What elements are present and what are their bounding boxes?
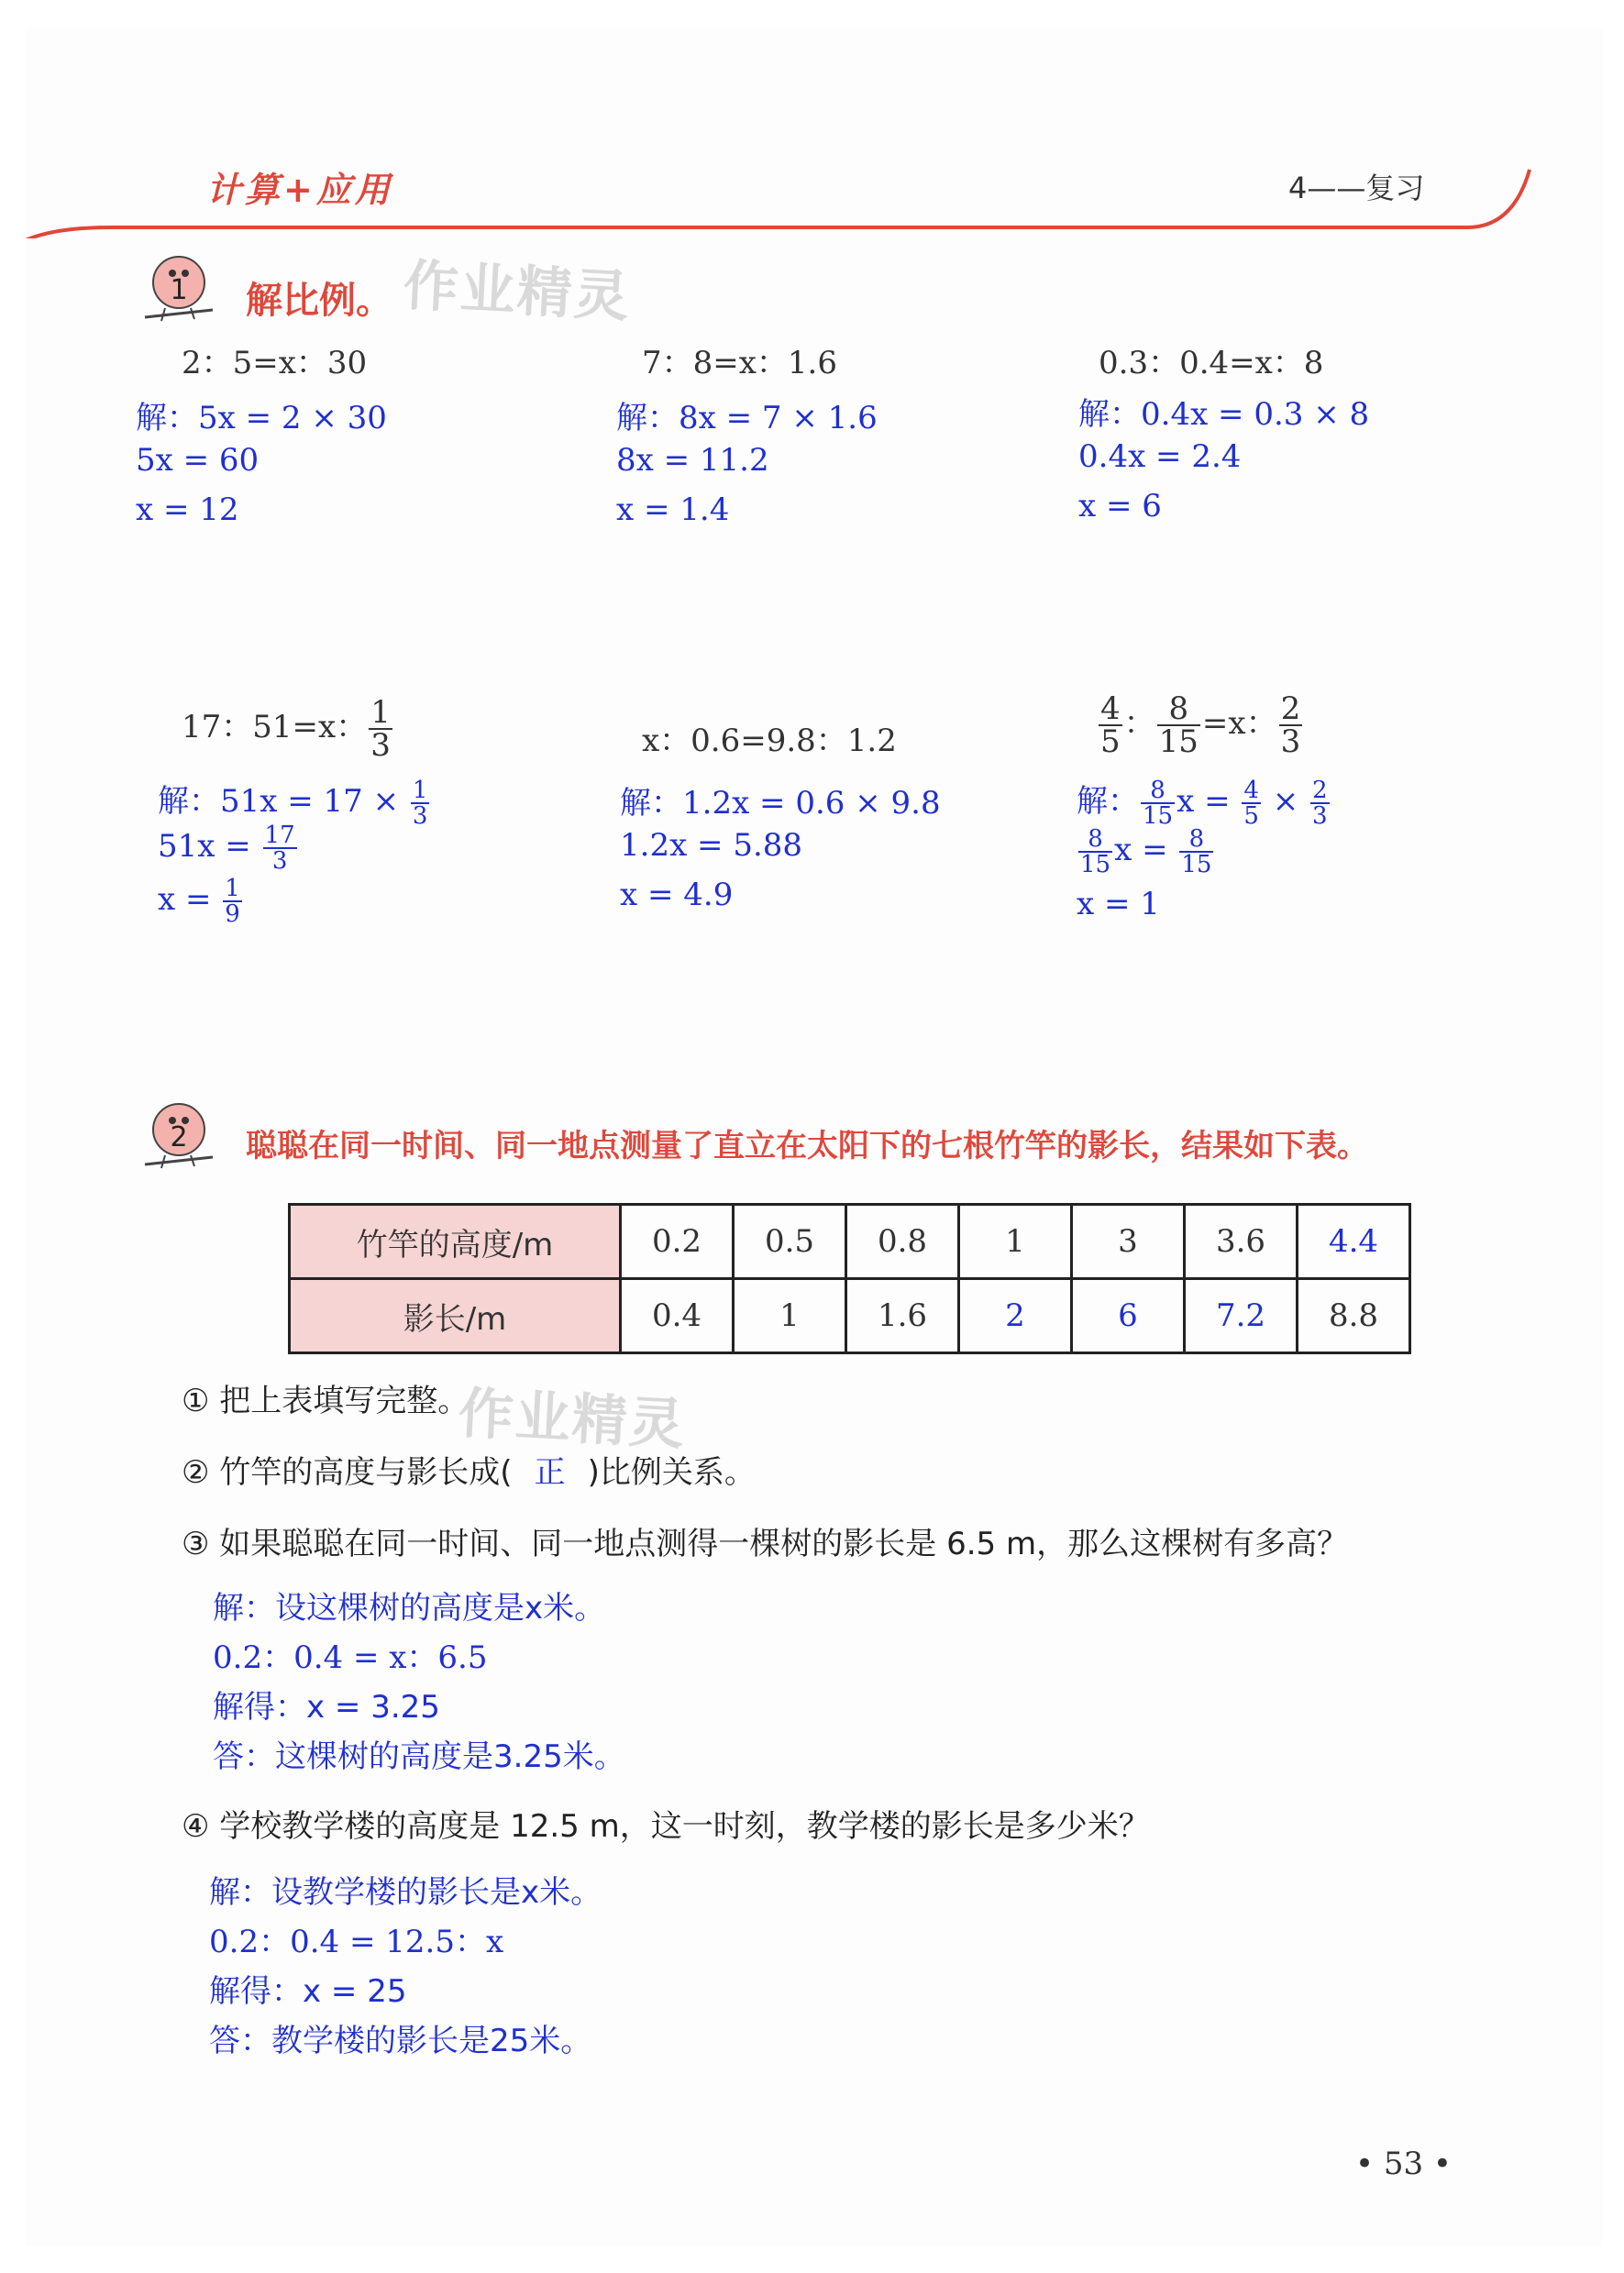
table-cell: 3.6 xyxy=(1185,1205,1298,1279)
problem-3-step-2: 0.4x = 2.4 xyxy=(1078,438,1242,475)
watermark-1: 作业精灵 xyxy=(402,253,633,330)
problem-5-step-3: x = 4.9 xyxy=(620,877,734,913)
problem-1-step-1: 解：5x = 2 × 30 xyxy=(136,400,387,436)
problem-3-question: 0.3：0.4=x：8 xyxy=(1099,345,1324,381)
table-cell: 0.2 xyxy=(621,1205,734,1279)
section1-number: 1 xyxy=(170,274,188,306)
subquestion-4-answer-3: 解得：x = 25 xyxy=(209,1973,407,2010)
shadow-table xyxy=(288,1203,1411,1354)
problem-1-step-2: 5x = 60 xyxy=(136,442,260,479)
table-cell: 0.8 xyxy=(846,1205,959,1279)
problem-6-step-3: x = 1 xyxy=(1077,886,1160,922)
problem-5-question: x：0.6=9.8：1.2 xyxy=(642,723,897,759)
problem-4-step-1: 解：51x = 17 × $\frac{1}{3}$ xyxy=(158,777,428,830)
problem-6-step-2: $\frac{8}{15}$ x = $\frac{8}{15}$ xyxy=(1080,825,1212,878)
subquestion-3: ③ 如果聪聪在同一时间、同一地点测得一棵树的影长是 6.5 m，那么这棵树有多高？ xyxy=(182,1526,1349,1562)
subquestion-4-answer-2: 0.2：0.4 = 12.5：x xyxy=(209,1924,504,1960)
table-header-height: 竹竿的高度/m xyxy=(290,1205,621,1279)
watermark-2: 作业精灵 xyxy=(457,1381,688,1458)
problem-1-question: 2：5=x：30 xyxy=(182,345,368,381)
problem-5-step-1: 解：1.2x = 0.6 × 9.8 xyxy=(620,785,941,822)
subquestion-1: ① 把上表填写完整。 xyxy=(182,1383,470,1419)
problem-4-question: 17：51=x： $\frac{1}{3}$ xyxy=(182,694,391,764)
subquestion-2-answer: 正 xyxy=(534,1454,566,1491)
subquestion-3-answer-1: 解：设这棵树的高度是x米。 xyxy=(213,1590,606,1627)
problem-2-step-2: 8x = 11.2 xyxy=(616,442,769,479)
problem-3-step-1: 解：0.4x = 0.3 × 8 xyxy=(1078,396,1370,433)
table-cell-answer: 6 xyxy=(1072,1279,1185,1353)
table-row xyxy=(290,1205,1410,1279)
table-cell: 0.4 xyxy=(621,1279,734,1353)
table-cell: 1.6 xyxy=(846,1279,959,1353)
header-section-label: 计算+应用 xyxy=(206,170,393,210)
table-cell: 1 xyxy=(734,1279,846,1353)
subquestion-3-answer-2: 0.2：0.4 = x：6.5 xyxy=(213,1639,488,1676)
problem-4-step-2: 51x = $\frac{17}{3}$ xyxy=(158,822,295,875)
problem-4-step-3: x = $\frac{1}{9}$ xyxy=(158,875,240,928)
header-chapter-label: 4——复习 xyxy=(1288,171,1425,205)
subquestion-4-answer-4: 答：教学楼的影长是25米。 xyxy=(209,2023,592,2059)
problem-6-step-1: 解： $\frac{8}{15}$ x = $\frac{4}{5}$ × $\frac{2}{3}$ xyxy=(1077,777,1328,830)
table-header-shadow: 影长/m xyxy=(290,1279,621,1353)
subquestion-3-answer-4: 答：这棵树的高度是3.25米。 xyxy=(213,1738,625,1775)
problem-1-step-3: x = 12 xyxy=(136,491,239,528)
table-cell: 3 xyxy=(1072,1205,1185,1279)
problem-6-question: $\frac{4}{5}$ ： $\frac{8}{15}$ =x： $\frac{2}{3}$ xyxy=(1100,690,1301,760)
subquestion-3-answer-3: 解得：x = 3.25 xyxy=(213,1689,440,1726)
table-cell-answer: 2 xyxy=(959,1279,1072,1353)
bird-mascot-icon xyxy=(138,246,220,328)
page-number: • 53 • xyxy=(1355,2146,1452,2182)
subquestion-4-answer-1: 解：设教学楼的影长是x米。 xyxy=(209,1874,602,1911)
table-cell: 1 xyxy=(959,1205,1072,1279)
section2-number: 2 xyxy=(170,1121,188,1153)
subquestion-4: ④ 学校教学楼的高度是 12.5 m，这一时刻，教学楼的影长是多少米？ xyxy=(182,1808,1150,1845)
section2-title: 聪聪在同一时间、同一地点测量了直立在太阳下的七根竹竿的影长，结果如下表。 xyxy=(246,1128,1368,1164)
problem-2-step-1: 解：8x = 7 × 1.6 xyxy=(616,400,878,436)
subquestion-2: ② 竹竿的高度与影长成( 正 )比例关系。 xyxy=(182,1454,756,1491)
bird-mascot-icon xyxy=(138,1093,220,1175)
table-cell: 0.5 xyxy=(734,1205,846,1279)
table-cell-answer: 7.2 xyxy=(1185,1279,1298,1353)
table-cell-answer: 4.4 xyxy=(1298,1205,1410,1279)
section1-title: 解比例。 xyxy=(246,280,392,322)
table-row xyxy=(290,1279,1410,1353)
table-cell: 8.8 xyxy=(1298,1279,1410,1353)
problem-5-step-2: 1.2x = 5.88 xyxy=(620,827,803,864)
problem-2-question: 7：8=x：1.6 xyxy=(642,345,837,381)
problem-2-step-3: x = 1.4 xyxy=(616,491,730,528)
problem-3-step-3: x = 6 xyxy=(1078,488,1162,524)
